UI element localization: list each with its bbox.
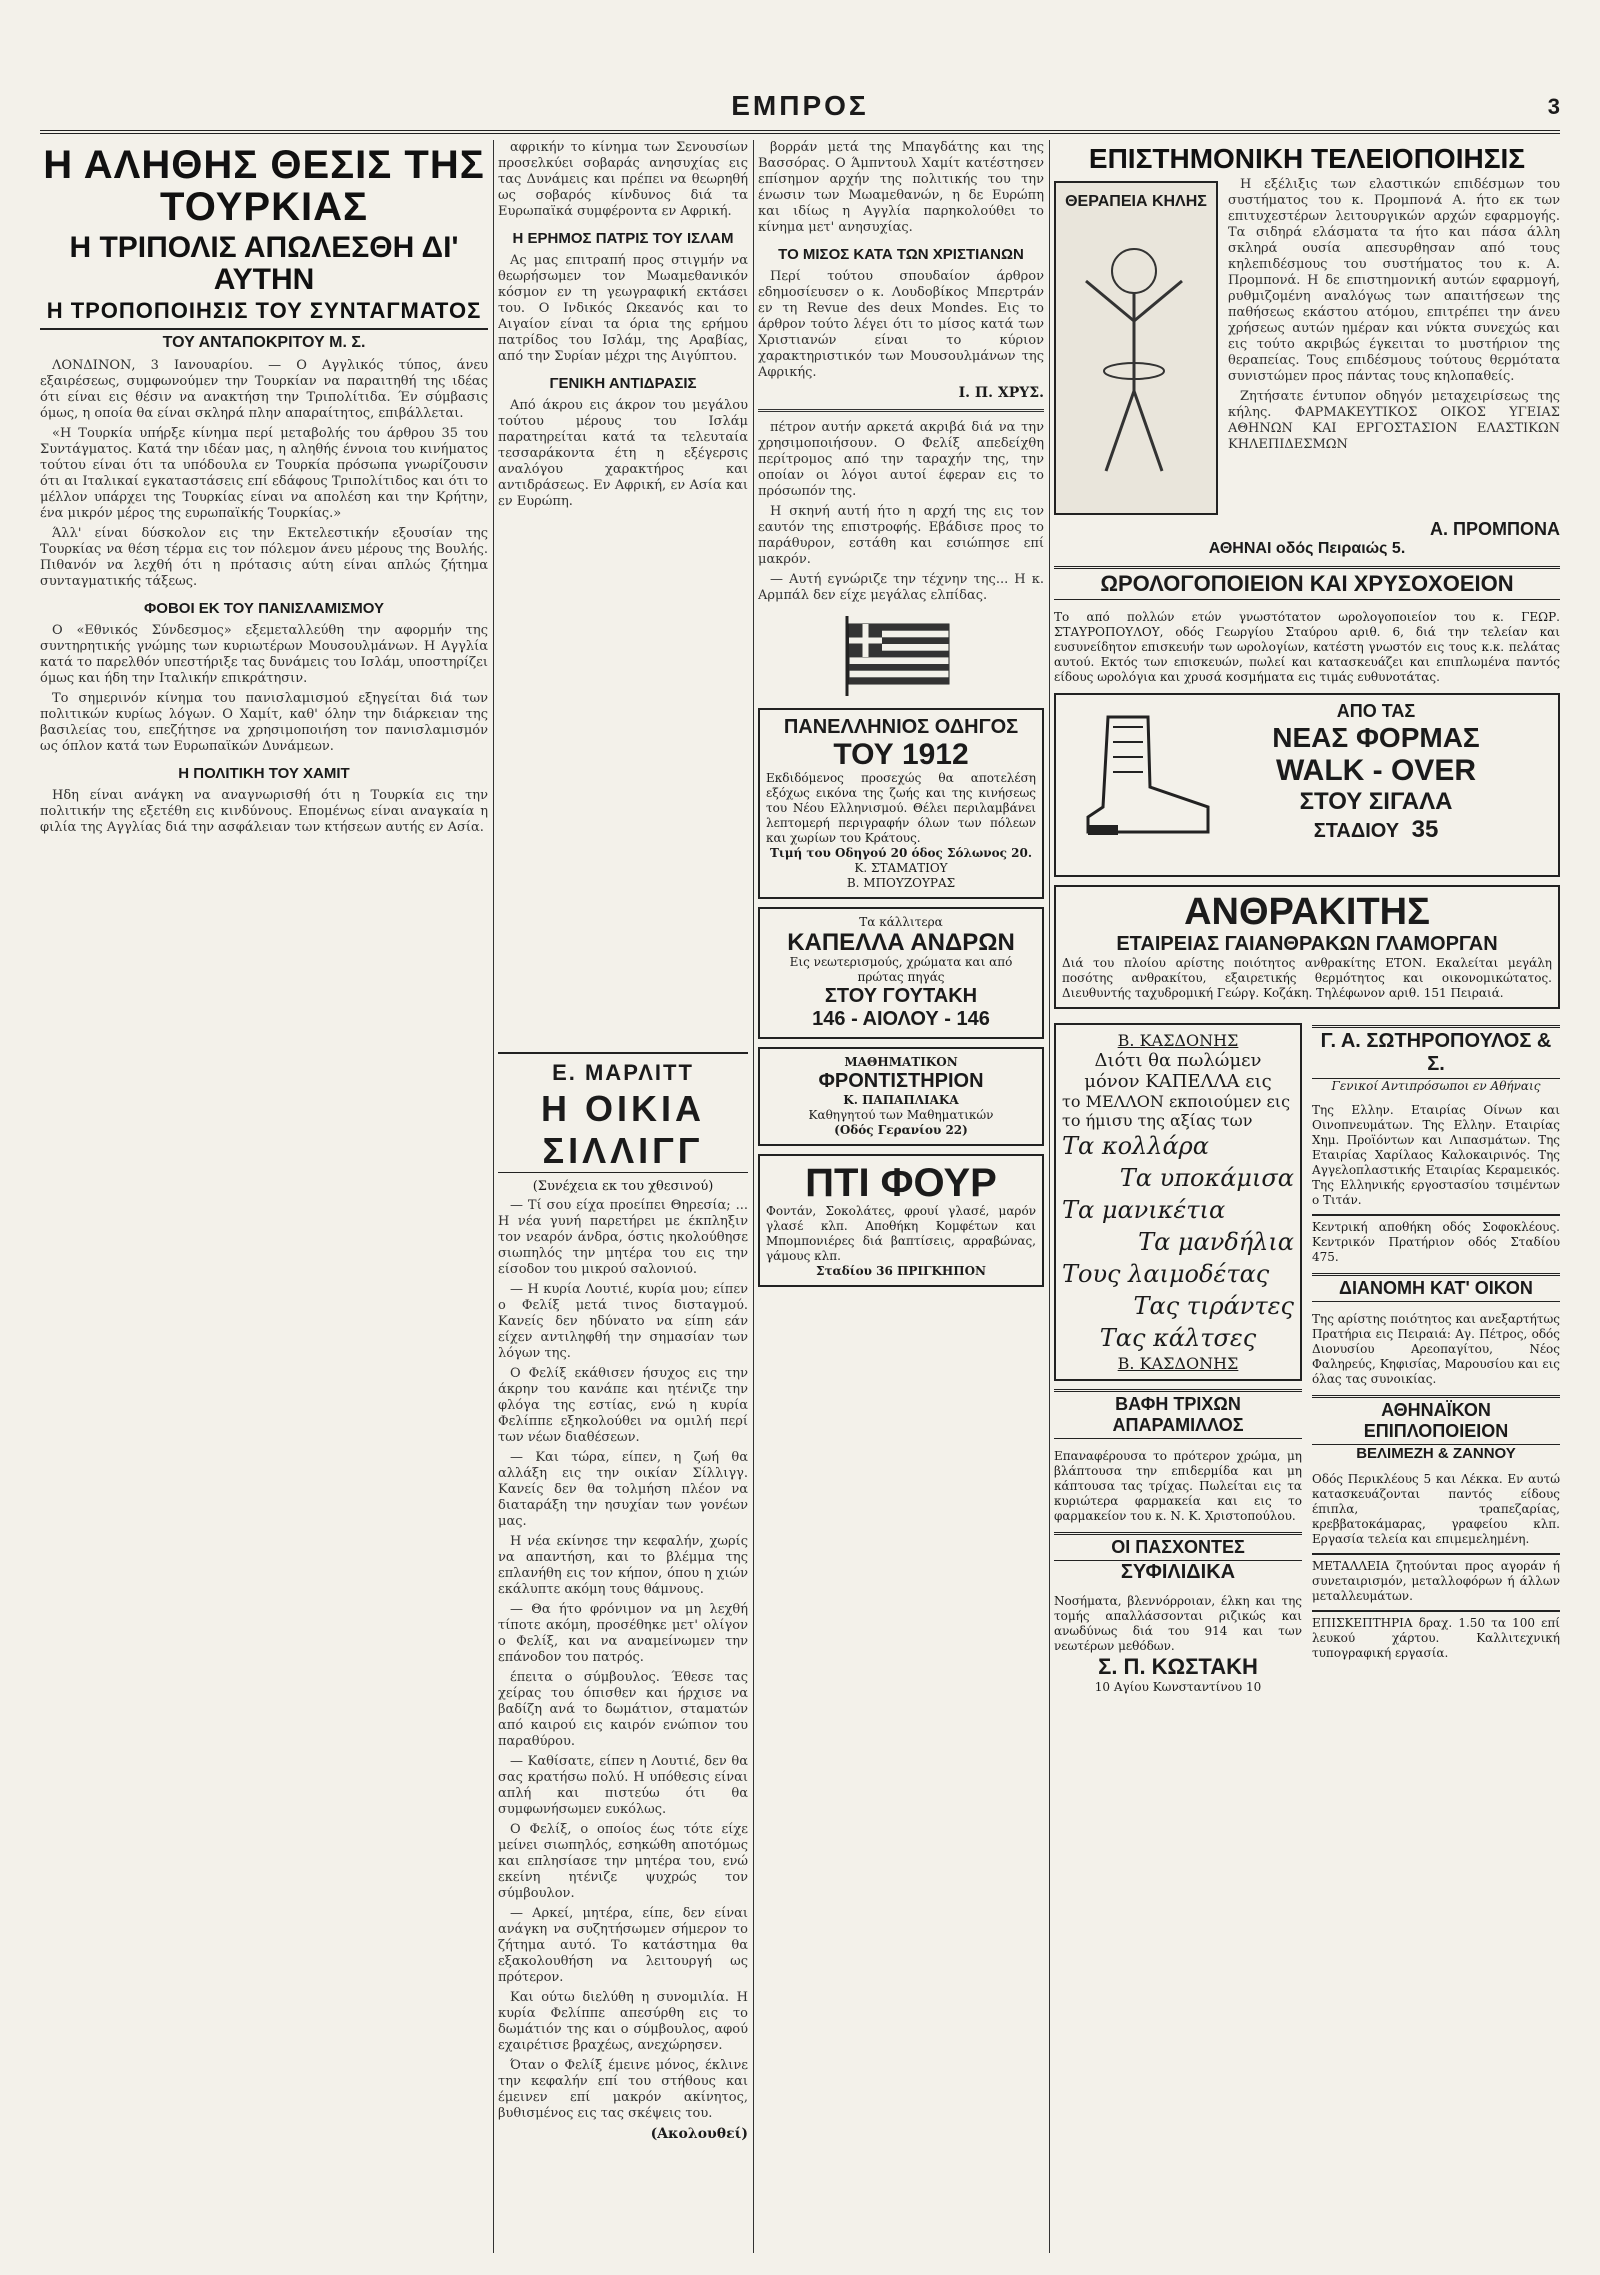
ad-name: Κ. ΠΑΠΑΠΛΙΑΚΑ <box>843 1092 959 1107</box>
paragraph: Ο Φελίξ, ο οποίος έως τότε είχε μείνει σιωπηλός, εσηκώθη αποτόμως και επλησίασε την μητέρα του, ενώ εκείνη ητένιζε ψυχρώς τον σύμβουλον. <box>498 1822 748 1901</box>
headline-second: Η ΤΡΙΠΟΛΙΣ ΑΠΩΛΕΣΘΗ ΔΙ' ΑΥΤΗΝ <box>69 231 459 296</box>
subhead: Η ΠΟΛΙΤΙΚΗ ΤΟΥ ΧΑΜΙΤ <box>178 765 350 783</box>
column-divider <box>753 140 754 2253</box>
paragraph: Άλλ' είναι δύσκολον εις την Εκτελεστικήν εξουσίαν της Τουρκίας να θέση τέρμα εις τον πόλεμον άνευ μέρους της Βουλής. Πιθανόν να λεχθή ότι η πρότασις αύτη είναι απλώς ζήτημα συνταγματικής τάξεως. <box>40 526 488 590</box>
ad-subtitle: ΕΤΑΙΡΕΙΑΣ ΓΑΙΑΝΘΡΑΚΩΝ ΓΛΑΜΟΡΓΑΝ <box>1116 933 1498 956</box>
paragraph: βορράν μετά της Μπαγδάτης και της Βασσόρας. Ο Άμπντουλ Χαμίτ κατέστησεν επίσημον αρχήν της πολιτικής του την ένωσιν των Μωαμεθανών, η δε Ευρώπη και ιδίως η Αγγλία παρηκολούθει το κίνημα μετ' ανησυχίας. <box>758 140 1044 235</box>
ad-delivery-title: ΔΙΑΝΟΜΗ ΚΑΤ' ΟΙΚΟΝ <box>1312 1273 1560 1302</box>
subhead: Η ΕΡΗΜΟΣ ΠΑΤΡΙΣ ΤΟΥ ΙΣΛΑΜ <box>512 230 734 247</box>
paragraph: Ας μας επιτραπή προς στιγμήν να θεωρήσωμεν τον Μωαμεθανικόν κόσμον εν τη γεωγραφική εκτάσει του. Ο Ινδικός Ωκεανός και το Αιγαίον είναι τα όρια της ερήμου πατρίδος του Ισλάμ, της Αραβίας, από την Συρίαν μέχρι της Αιγύπτου. <box>498 253 748 364</box>
newspaper-title: ΕΜΠΡΟΣ <box>731 90 869 121</box>
serial-note: (Συνέχεια εκ του χθεσινού) <box>532 1179 714 1194</box>
ad-year: ΤΟΥ 1912 <box>833 738 969 771</box>
ad-title: ΠΤΙ ΦΟΥΡ <box>805 1160 997 1205</box>
ad-line: ΑΠΟ ΤΑΣ <box>1336 701 1416 722</box>
ad-address: Σταδίου 36 ΠΡΙΓΚΗΠΟΝ <box>816 1263 986 1278</box>
ad-furniture-text: Οδός Περικλέους 5 και Λέκκα. Εν αυτώ κατασκευάζονται παντός είδους έπιπλα, τραπεζαρίας, κρεββατοκάμαρας, γραφείου κλπ. Εργασία τελεία και επιμεμελημένη. <box>1312 1472 1560 1547</box>
paragraph: Και ούτω διελύθη η συνομιλία. Η κυρία Φελίππε απεσύρθη εις το δωμάτιόν της και ο σύμβουλος, αφού εχαιρέτισε βραχέως, ανεχώρησεν. <box>498 1990 748 2053</box>
ad-text-block <box>1226 701 1526 844</box>
ad-title: ΕΠΙΣΤΗΜΟΝΙΚΗ ΤΕΛΕΙΟΠΟΙΗΣΙΣ <box>1088 143 1526 174</box>
paragraph: Ο «Εθνικός Σύνδεσμος» εξεμεταλλεύθη την αφορμήν της συντηρητικής γνώμης των κυριωτέρων Μουσουλμάνων. Η Αγγλία κατά το παρελθόν υπεστήριξε τας δυνάμεις του Ισλάμ, υποστηρίζει όμως και ήδη την Ιταλικήν επικράτησιν. <box>40 623 488 687</box>
ad-item: Τα μανδήλια <box>1138 1228 1294 1257</box>
paragraph: πέτρον αυτήν αρκετά ακριβά διά να την χρησιμοποιήσουν. Ο Φελίξ απεδείχθη περίτρομος από την ταραχήν της, την οποίαν οι λόγοι αυτοί έφεραν εις το πρόσωπόν της. <box>758 420 1044 499</box>
article-body <box>758 420 1044 604</box>
serial-header <box>498 1052 748 1173</box>
paragraph: Όταν ο Φελίξ έμεινε μόνος, έκλινε την κεφαλήν επί του στήθους και έμεινεν επί μακρόν ακίνητος, βυθισμένος εις τας σκέψεις του. <box>498 2058 748 2121</box>
ad-grid <box>1054 1017 1560 1694</box>
ad-item: Τας τιράντες <box>1133 1292 1294 1321</box>
ad-furniture-title: ΑΘΗΝΑΪΚΟΝ ΕΠΙΠΛΟΠΟΙΕΙΟΝ <box>1312 1395 1560 1445</box>
ad-item: Τα υποκάμισα <box>1119 1164 1294 1193</box>
ad-illustration <box>1054 181 1218 515</box>
paragraph: Περί τούτου σπουδαίον άρθρον εδημοσίευσεν ο κ. Λουδοβίκος Μπερτράν εν τη Revue des deux Mondes. Εις το άρθρον τούτο λέγει ότι το μίσος κατά των Χριστιανών είναι το κύριον χαρακτηριστικόν των Μουσουλμάνων της Αφρικής. <box>758 269 1044 380</box>
ad-petit-four <box>758 1154 1044 1287</box>
ad-line: το ΜΕΛΛΟΝ εκποιούμεν εις το ήμισυ της αξίας των <box>1062 1092 1291 1131</box>
ad-signatory: Β. ΜΠΟΥΖΟΥΡΑΣ <box>846 875 956 890</box>
serial-continued: (Ακολουθεί) <box>650 2126 748 2142</box>
ad-line: μόνον ΚΑΠΕΛΛΑ εις <box>1084 1071 1272 1093</box>
ad-subtitle: Καθηγητού των Μαθηματικών <box>808 1107 994 1122</box>
paragraph: Η νέα εκίνησε την κεφαλήν, χωρίς να απαντήση, και το βλέμμα της επλανήθη εις τον κήπον, όπου η χιών εκάλυπτε ακόμη τους θάμνους. <box>498 1534 748 1597</box>
paragraph: Ο Φελίξ εκάθισεν ήσυχος εις την άκρην του κανάπε και ητένιζε την φλόγα της εστίας, ενώ η κυρία Φελίππε εξηκολούθει να ομιλή περί των νέων διαθέσεων. <box>498 1366 748 1445</box>
figure-icon <box>1056 211 1212 491</box>
ad-address: 146 - ΑΙΟΛΟΥ - 146 <box>812 1007 990 1030</box>
ad-walk-over-shoes <box>1054 693 1560 877</box>
ad-illustration-label: ΘΕΡΑΠΕΙΑ ΚΗΛΗΣ <box>1065 193 1207 211</box>
ad-hats <box>758 907 1044 1039</box>
divider <box>758 409 1044 412</box>
ad-text: Ζητήσατε έντυπον οδηγόν μεταχειρίσεως της κήλης. ΦΑΡΜΑΚΕΥΤΙΚΟΣ ΟΙΚΟΣ ΥΓΕΙΑΣ ΑΘΗΝΩΝ ΚΑΙ ΕΡΓΟΣΤΑΣΙΟΝ ΕΛΑΣΤΙΚΩΝ ΚΗΛΕΠΙΔΕΣΜΩΝ <box>1228 389 1560 453</box>
ad-sotiropoulos-title: Γ. Α. ΣΩΤΗΡΟΠΟΥΛΟΣ & Σ. <box>1312 1025 1560 1079</box>
ad-item: Τα μανικέτια <box>1062 1196 1226 1225</box>
ad-delivery-text: Της αρίστης ποιότητος και ανεξαρτήτως Πρατήρια εις Πειραιά: Αγ. Πέτρος, οδός Διονυσίου Αρεοπαγίτου, Νέος Φαληρεύς, Κηφισίας, Μαρουσίου και εις όλας τας συνοικίας. <box>1312 1312 1560 1387</box>
column-divider <box>1049 140 1050 2253</box>
paragraph: ΛΟΝΔΙΝΟΝ, 3 Ιανουαρίου. — Ο Αγγλικός τύπος, άνευ εξαιρέσεως, συμφωνούμεν την Τουρκίαν να παραιτηθή της ιδέας ότι είναι εις θέσιν να ανακτήση την Τριπολίτιδα. Έν σύμβασις όμως, η οποία θα είναι σκληρά πλην απαραίτητος, επιβάλλεται. <box>40 358 488 422</box>
greek-flag-icon <box>841 616 961 696</box>
ad-line: Διότι θα πωλώμεν <box>1094 1050 1262 1072</box>
serial-body <box>498 1198 748 2122</box>
serial-story <box>498 1040 748 2253</box>
ad-pretitle: Τα κάλλιτερα <box>859 914 943 929</box>
ad-syphilis-name: Σ. Π. ΚΩΣΤΑΚΗ <box>1098 1654 1258 1680</box>
subhead: ΤΟ ΜΙΣΟΣ ΚΑΤΑ ΤΩΝ ΧΡΙΣΤΙΑΝΩΝ <box>778 246 1024 263</box>
column-divider <box>493 140 494 2253</box>
ad-hair-dye-title: ΒΑΦΗ ΤΡΙΧΩΝ ΑΠΑΡΑΜΙΛΛΟΣ <box>1054 1389 1302 1439</box>
ad-store: ΣΤΟΥ ΓΟΥΤΑΚΗ <box>824 984 978 1007</box>
ad-syphilis-title: ΟΙ ΠΑΣΧΟΝΤΕΣ <box>1054 1532 1302 1561</box>
paragraph: — Αυτή εγνώριζε την τέχνην της... Η κ. Αρμπάλ δεν είχε μεγάλας ελπίδας. <box>758 572 1044 603</box>
ad-name: Α. ΠΡΟΜΠΟΝΑ <box>1430 519 1560 540</box>
byline: ΤΟΥ ΑΝΤΑΠΟΚΡΙΤΟΥ Μ. Σ. <box>40 328 488 352</box>
ad-text: Φοντάν, Σοκολάτες, φρουί γλασέ, μαρόν γλασέ κλπ. Αποθήκη Κομφέτων και Μπομπονιέρες διά βαπτίσεις, αρραβώνας, γάμους κλπ. <box>766 1203 1036 1263</box>
article-body <box>40 358 488 590</box>
ad-text: Η εξέλιξις των ελαστικών επιδέσμων του συστήματος του κ. Προμπονά Α. ήτο εκ των επιτυχεστέρων λειτουργικών αρχών εφαρμογής. Τα σιδηρά ελάσματα τα ήτο και πάσα άλλη σκληρά ουσία απεσυρθησαν από τους κηλεπιδέσμους του συστήματος του κ. Α. Προμπονά. Η δε επιστημονική αυτών εφαρμογή, ρυθμιζομένη αναλόγως των απαιτήσεων της παθήσεως εκάστου ατόμου, επιτρέπει την άνευ χρήσεως αυτών ημέραν και νύκτα συνεχώς και εις τούτο ακριβώς έγκειται το μυστήριον της θεραπείας. Τους επιδέσμους τούτους θερμότατα συνιστώμεν προς πάντας τους κηλοπαθείς. <box>1228 177 1560 385</box>
ad-line: ΝΕΑΣ ΦΟΡΜΑΣ <box>1272 722 1480 754</box>
paragraph: — Η κυρία Λουτιέ, κυρία μου; είπεν ο Φελίξ μετά τινος δισταγμού. Κανείς δεν ηδύνατο να είπη εάν είχεν αντιληφθή την σημασίαν των λόγων της. <box>498 1282 748 1361</box>
ad-anthracite <box>1054 885 1560 1009</box>
ad-sotiropoulos-address: Κεντρική αποθήκη οδός Σοφοκλέους. Κεντρικόν Πρατήριον οδός Σταδίου 475. <box>1312 1214 1560 1265</box>
ad-line: ΣΤΟΥ ΣΙΓΑΛΑ <box>1299 788 1453 816</box>
headline-main: Η ΑΛΗΘΗΣ ΘΕΣΙΣ ΤΗΣ ΤΟΥΡΚΙΑΣ <box>43 143 485 229</box>
ad-left-column <box>1054 1017 1302 1694</box>
paragraph: αφρικήν το κίνημα των Σενουσίων προσελκύει σοβαράς ανησυχίας εις τας Δυνάμεις και πρέπει να θεωρηθή ως σοβαρός κίνδυνος διά τα Ευρωπαϊκά συμφέροντα εν Αφρική. <box>498 140 748 219</box>
ad-name: Β. ΚΑΣΔΟΝΗΣ <box>1117 1354 1239 1374</box>
ad-price: Τιμή του Οδηγού 20 όδος Σόλωνος 20. <box>769 845 1032 860</box>
paragraph: Η σκηνή αυτή ήτο η αρχή της εις τον εαυτόν της επιστροφής. Εβάδισε προς το παράθυρον, εστάθη και εσιώπησε επί μακρόν. <box>758 504 1044 567</box>
ad-syphilis-text: Νοσήματα, βλεννόρροιαν, έλκη και της τομής απαλλάσσονται ριζικώς και ανωδύνως διά του 914 και των νεωτέρων μεθόδων. <box>1054 1594 1302 1654</box>
column-lead-article <box>40 140 488 2253</box>
paragraph: — Τί σου είχα προείπει Θηρεσία; ... Η νέα γυνή παρετήρει με έκπληξιν τον νεαρόν άνδρα, όστις ηκολούθησε σιωπηλός την μητέρα του εις την είσοδον του μικρού σαλονιού. <box>498 1198 748 1277</box>
ad-title: ΚΑΠΕΛΛΑ ΑΝΔΡΩΝ <box>787 928 1015 956</box>
ad-kasdonis <box>1054 1023 1302 1381</box>
ad-pretitle: ΜΑΘΗΜΑΤΙΚΟΝ <box>844 1054 958 1069</box>
ad-hernia-treatment <box>1054 144 1560 558</box>
ad-subtitle: Εις νεωτερισμούς, χρώματα και από πρώτας πηγάς <box>789 954 1013 984</box>
ad-text: Εκδιδόμενος προσεχώς θα αποτελέση εξόχως εικόνα της ζωής και της κινήσεως του Νέου Ελληνισμού. Θέλει περιλαμβάνει λεπτομερή περιγραφήν όλων των πόλεων και χωρίων του Κράτους. <box>766 770 1036 845</box>
ad-number: 35 <box>1411 816 1439 844</box>
paragraph: — Και τώρα, είπεν, η ζωή θα αλλάξη εις την οικίαν Σίλλιγγ. Κανείς δεν θα τολμήση πλέον να διαταράξη την ησυχίαν των γονέων μας. <box>498 1450 748 1529</box>
paragraph: Από άκρου εις άκρον του μεγάλου τούτου μέρους του Ισλάμ παρατηρείται κατά τα τελευταία τεσσαράκοντα έτη η εξέγερσις αναλόγου χαρακτήρος και αντιδράσεως. Εν Αφρική, εν Ασία και εν Ευρώπη. <box>498 398 748 509</box>
column-three <box>758 140 1044 2253</box>
ad-visiting-cards: ΕΠΙΣΚΕΠΤΗΡΙΑ δραχ. 1.50 τα 100 επί λευκού χάρτου. Καλλιτεχνική τυπογραφική εργασία. <box>1312 1610 1560 1661</box>
masthead <box>40 90 1560 134</box>
ad-line: ΣΤΑΔΙΟΥ <box>1313 820 1400 843</box>
paragraph: Το σημερινόν κίνημα του πανισλαμισμού εξηγείται διά των πολιτικών κυρίως λόγων. Ο Χαμίτ, καθ' όλην την διάρκειαν της βασιλείας του, επεζήτησε να χρησιμοποιήση τον πανισλαμισμόν ως όπλον κατά των Ευρωπαϊκών Δυνάμεων. <box>40 691 488 755</box>
boot-icon <box>1068 707 1218 847</box>
ad-furniture-sub: ΒΕΛΙΜΕΖΗ & ΖΑΝΝΟΥ <box>1356 1445 1516 1463</box>
ad-brand: WALK - OVER <box>1276 754 1476 788</box>
ad-tutoring <box>758 1047 1044 1146</box>
ad-hair-dye-text: Επαναφέρουσα το πρότερον χρώμα, μη βλάπτουσα την επιδερμίδα και μη κάπτουσα τας τρίχας. Πωλείται εις τα κυριώτερα φαρμακεία και εις το φαρμακείον του κ. Ν. Κ. Χριστοπούλου. <box>1054 1449 1302 1524</box>
signature: Ι. Π. ΧΡΥΣ. <box>958 385 1044 401</box>
ad-title: ΦΡΟΝΤΙΣΤΗΡΙΟΝ <box>818 1069 984 1092</box>
ad-item: Τα κολλάρα <box>1062 1132 1209 1161</box>
paragraph: — Αρκεί, μητέρα, είπε, δεν είναι ανάγκη να συζητήσωμεν σήμερον το ζήτημα αυτό. Το κατάστημα θα εξακολουθήση να λειτουργή ως πρότερον. <box>498 1906 748 1985</box>
article-body <box>758 140 1044 236</box>
ad-watchmaker-text: Το από πολλών ετών γνωστότατον ωρολογοποιείον του κ. ΓΕΩΡ. ΣΤΑΥΡΟΠΟΥΛΟΥ, οδός Γεωργίου Σταύρου αριθ. 6, διά την τελείαν και ευσυνείδητον επισκευήν των ωρολογίων, κατέστη γνωστόν εις τους κ.κ. πελάτας αυτού. Εκτός των επισκευών, πωλεί και κατασκευάζει και επιπλωμένα παντός είδους ωρολόγια και χρυσά κοσμήματα εις τιμάς ευθυνοτάτας. <box>1054 610 1560 685</box>
ad-title: ΑΝΘΡΑΚΙΤΗΣ <box>1184 891 1430 934</box>
serial-title: Η ΟΙΚΙΑ ΣΙΛΛΙΓΓ <box>498 1088 748 1173</box>
article-body <box>498 398 748 510</box>
ad-mines: ΜΕΤΑΛΛΕΙΑ ζητούνται προς αγοράν ή συνεταιρισμόν, μεταλλοφόρων ή άλλων μεταλλευμάτων. <box>1312 1553 1560 1604</box>
article-body <box>40 623 488 755</box>
article-body <box>758 269 1044 381</box>
paragraph: Ηδη είναι ανάγκη να αναγνωρισθή ότι η Τουρκία εις την πολιτικήν της εξετέθη εις κινδύνους. Επομένως είναι αναγκαία η φιλία της Αγγλίας διά την ασφάλειαν των κτήσεων αυτής εν Ασία. <box>40 788 488 836</box>
ad-right-column <box>1312 1017 1560 1694</box>
ad-sotiropoulos-text: Της Ελλην. Εταιρίας Οίνων και Οινοπνευμάτων. Της Ελλην. Εταιρίας Χημ. Προϊόντων και Λιπασμάτων. Της Εταιρίας Χαρίλαος Καλοκαιρινός. Της Αγγελοπλαστικής Εταιρίας Κεραμεικός. Της Ελληνικής εργοστασίου τσιμέντων ο Τιτάν. <box>1312 1103 1560 1208</box>
column-advertisements <box>1054 140 1560 2253</box>
subhead: ΦΟΒΟΙ ΕΚ ΤΟΥ ΠΑΝΙΣΛΑΜΙΣΜΟΥ <box>143 600 385 618</box>
page-number: 3 <box>1547 94 1560 119</box>
ad-guide-1912 <box>758 708 1044 899</box>
headline-third: Η ΤΡΟΠΟΠΟΙΗΣΙΣ ΤΟΥ ΣΥΝΤΑΓΜΑΤΟΣ <box>46 298 482 323</box>
ad-watchmaker-title: ΩΡΟΛΟΓΟΠΟΙΕΙΟΝ ΚΑΙ ΧΡΥΣΟΧΟΕΙΟΝ <box>1054 566 1560 600</box>
ad-address: (Οδός Γερανίου 22) <box>834 1122 968 1137</box>
ad-name: Β. ΚΑΣΔΟΝΗΣ <box>1117 1031 1239 1051</box>
subhead: ΓΕΝΙΚΗ ΑΝΤΙΔΡΑΣΙΣ <box>549 375 697 392</box>
serial-author: Ε. ΜΑΡΛΙΤΤ <box>552 1060 694 1085</box>
article-body <box>40 788 488 836</box>
paragraph: — Θα ήτο φρόνιμον να μη λεχθή τίποτε ακόμη, προσέθηκε μετ' ολίγον ο Φελίξ, και να αναμείνωμεν την επάνοδον του πατρός. <box>498 1602 748 1665</box>
article-body <box>498 253 748 365</box>
ad-address: ΑΘΗΝΑΙ οδός Πειραιώς 5. <box>1208 540 1406 558</box>
ad-item: Τους λαιμοδέτας <box>1062 1260 1270 1289</box>
paragraph: «Η Τουρκία υπήρξε κίνημα περί μεταβολής του άρθρου 35 του Συντάγματος. Κατά την ιδέαν μας, η αληθής έννοια του κινήματος τούτου είναι ότι τα υπόδουλα εν Τουρκία πρόσωπα γνωρίζουσιν ότι αι Ιταλικαί εγκαταστάσεις επί εδάφους Τριπολίτιδος και ότι το μέλλον υπάρχει της Τουρκίας είναι να απολέση και την Κρήτην, ένα μικρόν μέρος της ευρωπαϊκής Τουρκίας.» <box>40 426 488 522</box>
ad-signatory: Κ. ΣΤΑΜΑΤΙΟΥ <box>854 860 948 875</box>
ad-sotiropoulos-sub: Γενικοί Αντιπρόσωποι εν Αθήναις <box>1331 1079 1541 1094</box>
article-body <box>498 140 748 220</box>
paragraph: — Καθίσατε, είπεν η Λουτιέ, δεν θα σας κρατήσω πολύ. Η υπόθεσις είναι απλή και πιστεύω ότι θα συμφωνήσωμεν ευκόλως. <box>498 1754 748 1817</box>
ad-title: ΠΑΝΕΛΛΗΝΙΟΣ ΟΔΗΓΟΣ <box>783 716 1019 738</box>
paragraph: έπειτα ο σύμβουλος. Έθεσε τας χείρας του όπισθεν και ήρχισε να βαδίζη ανά το δωμάτιον, σταματών από καιρού εις καιρόν ενώπιον του παραθύρου. <box>498 1670 748 1749</box>
ad-item: Τας κάλτσες <box>1099 1324 1257 1353</box>
ad-syphilis-sub: ΣΥΦΙΛΙΔΙΚΑ <box>1120 1561 1236 1584</box>
ad-syphilis-address: 10 Αγίου Κωνσταντίνου 10 <box>1094 1680 1262 1695</box>
ad-text: Διά του πλοίου αρίστης ποιότητος ανθρακίτης ΕΤΟΝ. Εκαλείται μεγάλη ποσότης ανθρακίτου, εξαιρετικής θερμότητος και οικονομικώτατος. Διευθυντής ταχυδρομική Γεώργ. Κοζάκη. Τηλέφωνον αριθ. 151 Πειραιά. <box>1062 956 1552 1001</box>
